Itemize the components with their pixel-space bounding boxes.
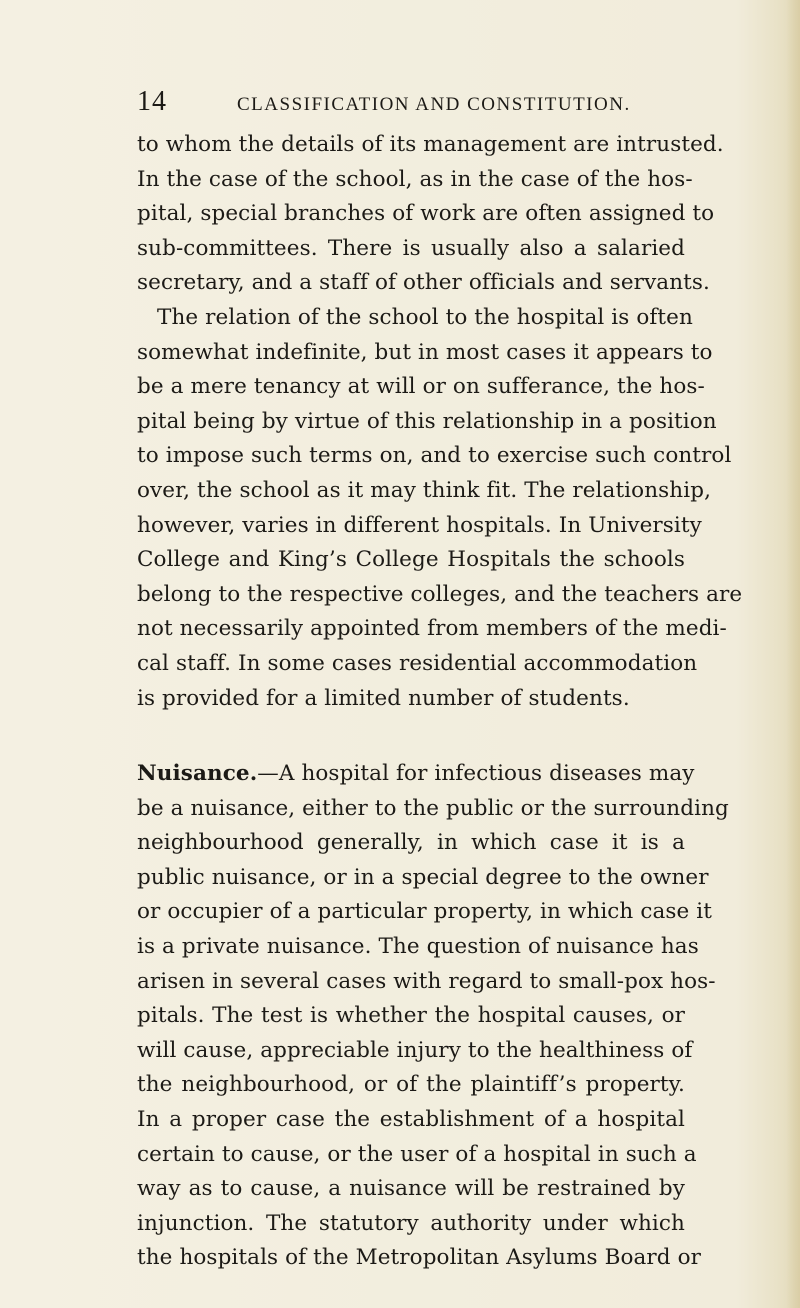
text-line: The relation of the school to the hospital is often [157, 304, 693, 330]
text-line: public nuisance, or in a special degree to the owner [137, 864, 709, 890]
text-line: to whom the details of its management are intrusted. [137, 132, 724, 157]
text-line: In the case of the school, as in the case of the hos- [137, 166, 693, 192]
text-line: over, the school as it may think fit. The relationship, [137, 477, 712, 503]
text-line: somewhat indefinite, but in most cases it appears to [137, 339, 713, 365]
paragraph-3 [137, 757, 729, 1276]
body-text [137, 128, 743, 1276]
text-line: pitals. The test is whether the hospital causes, or [137, 1003, 685, 1029]
text-line: College and King’s College Hospitals the schools [137, 547, 685, 573]
text-line: neighbourhood generally, in which case it is a [137, 830, 685, 856]
text-line: In a proper case the establishment of a hospital [137, 1107, 685, 1133]
page-number: 14 [137, 86, 167, 117]
text-line: certain to cause, or the user of a hospital in such a [137, 1141, 697, 1167]
text-line: belong to the respective colleges, and the teachers are [137, 581, 743, 607]
text-line: be a nuisance, either to the public or the surrounding [137, 795, 729, 821]
text-line: secretary, and a staff of other officials and servants. [137, 270, 710, 296]
text-line: arisen in several cases with regard to small-pox hos- [137, 968, 716, 994]
text-line: sub-committees. There is usually also a salaried [137, 235, 685, 261]
section-gap [137, 716, 685, 757]
text-line: or occupier of a particular property, in which case it [137, 899, 712, 925]
text-line: the neighbourhood, or of the plaintiff’s property. [137, 1072, 685, 1098]
text-line: pital being by virtue of this relationship in a position [137, 408, 717, 434]
side-heading: Nuisance. [137, 761, 258, 787]
paragraph-1 [137, 128, 724, 301]
text-line: to impose such terms on, and to exercise such control [137, 443, 732, 469]
text-line: not necessarily appointed from members of the medi- [137, 616, 727, 642]
page-header [137, 86, 657, 120]
text-line: injunction. The statutory authority under which [137, 1210, 685, 1236]
paragraph-2 [137, 301, 743, 716]
running-head: CLASSIFICATION AND CONSTITUTION. [237, 94, 631, 115]
heading-line-rest: —A hospital for infectious diseases may [257, 761, 695, 787]
text-line: the hospitals of the Metropolitan Asylums Board or [137, 1245, 702, 1271]
text-line-with-heading [137, 757, 695, 792]
text-line: is a private nuisance. The question of nuisance has [137, 934, 699, 960]
text-line: however, varies in different hospitals. In University [137, 512, 702, 538]
text-line: is provided for a limited number of students. [137, 685, 630, 711]
text-line: way as to cause, a nuisance will be restrained by [137, 1176, 685, 1202]
text-line: pital, special branches of work are often assigned to [137, 201, 715, 227]
page-edge-shadow [786, 0, 800, 1308]
text-line: will cause, appreciable injury to the healthiness of [137, 1037, 693, 1063]
text-line: be a mere tenancy at will or on sufferance, the hos- [137, 374, 705, 400]
text-line: cal staff. In some cases residential accommodation [137, 650, 698, 676]
